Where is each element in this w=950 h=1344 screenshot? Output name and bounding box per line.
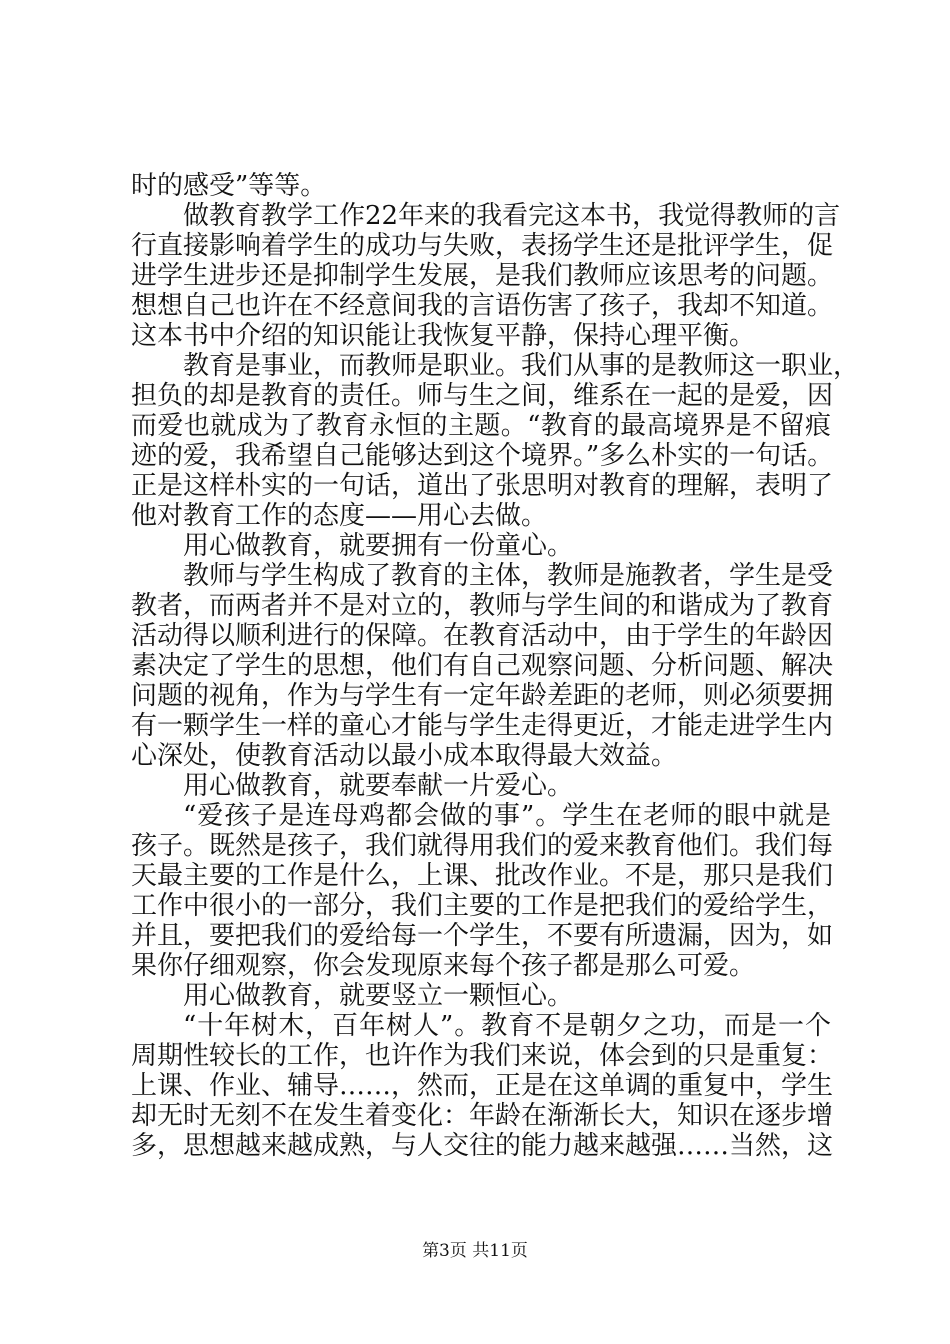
text-line: 进学生进步还是抑制学生发展，是我们教师应该思考的问题。 xyxy=(131,261,834,291)
text-line: 用心做教育，就要奉献一片爱心。 xyxy=(183,771,574,801)
text-line: “爱孩子是连母鸡都会做的事”。学生在老师的眼中就是 xyxy=(183,801,831,831)
text-line: 用心做教育，就要竖立一颗恒心。 xyxy=(183,981,574,1011)
text-line: 并且，要把我们的爱给每一个学生，不要有所遗漏，因为，如 xyxy=(131,921,834,951)
text-line: 用心做教育，就要拥有一份童心。 xyxy=(183,531,574,561)
text-line: 他对教育工作的态度——用心去做。 xyxy=(131,501,548,531)
text-line: 素决定了学生的思想，他们有自己观察问题、分析问题、解决 xyxy=(131,651,834,681)
text-line: 行直接影响着学生的成功与失败，表扬学生还是批评学生，促 xyxy=(131,231,834,261)
text-line: 多，思想越来越成熟，与人交往的能力越来越强……当然，这 xyxy=(131,1131,834,1161)
text-line: 想想自己也许在不经意间我的言语伤害了孩子，我却不知道。 xyxy=(131,291,834,321)
text-line: 工作中很小的一部分，我们主要的工作是把我们的爱给学生， xyxy=(131,891,834,921)
text-line: 有一颗学生一样的童心才能与学生走得更近，才能走进学生内 xyxy=(131,711,834,741)
text-line: 迹的爱，我希望自己能够达到这个境界。”多么朴实的一句话。 xyxy=(131,441,834,471)
text-line: 正是这样朴实的一句话，道出了张思明对教育的理解，表明了 xyxy=(131,471,834,501)
text-line: 活动得以顺利进行的保障。在教育活动中，由于学生的年龄因 xyxy=(131,621,834,651)
text-line: 孩子。既然是孩子，我们就得用我们的爱来教育他们。我们每 xyxy=(131,831,834,861)
text-line: 教师与学生构成了教育的主体，教师是施教者，学生是受 xyxy=(183,561,834,591)
text-line: 教育是事业，而教师是职业。我们从事的是教师这一职业， xyxy=(183,351,860,381)
text-line: 天最主要的工作是什么，上课、批改作业。不是，那只是我们 xyxy=(131,861,834,891)
text-line: 上课、作业、辅导……，然而，正是在这单调的重复中，学生 xyxy=(131,1071,834,1101)
text-line: “十年树木，百年树人”。教育不是朝夕之功，而是一个 xyxy=(183,1011,831,1041)
text-line: 却无时无刻不在发生着变化：年龄在渐渐长大，知识在逐步增 xyxy=(131,1101,834,1131)
text-line: 周期性较长的工作，也许作为我们来说，体会到的只是重复： xyxy=(131,1041,834,1071)
text-line: 时的感受”等等。 xyxy=(131,171,327,201)
text-line: 做教育教学工作22年来的我看完这本书，我觉得教师的言 xyxy=(183,201,841,231)
text-line: 教者，而两者并不是对立的，教师与学生间的和谐成为了教育 xyxy=(131,591,834,621)
text-line: 问题的视角，作为与学生有一定年龄差距的老师，则必须要拥 xyxy=(131,681,834,711)
page-footer: 第3页 共11页 xyxy=(422,1241,528,1261)
text-line: 而爱也就成为了教育永恒的主题。“教育的最高境界是不留痕 xyxy=(131,411,831,441)
text-line: 果你仔细观察，你会发现原来每个孩子都是那么可爱。 xyxy=(131,951,756,981)
text-line: 心深处，使教育活动以最小成本取得最大效益。 xyxy=(131,741,678,771)
text-line: 担负的却是教育的责任。师与生之间，维系在一起的是爱，因 xyxy=(131,381,834,411)
body-text xyxy=(131,171,860,1161)
text-line: 这本书中介绍的知识能让我恢复平静，保持心理平衡。 xyxy=(131,321,756,351)
